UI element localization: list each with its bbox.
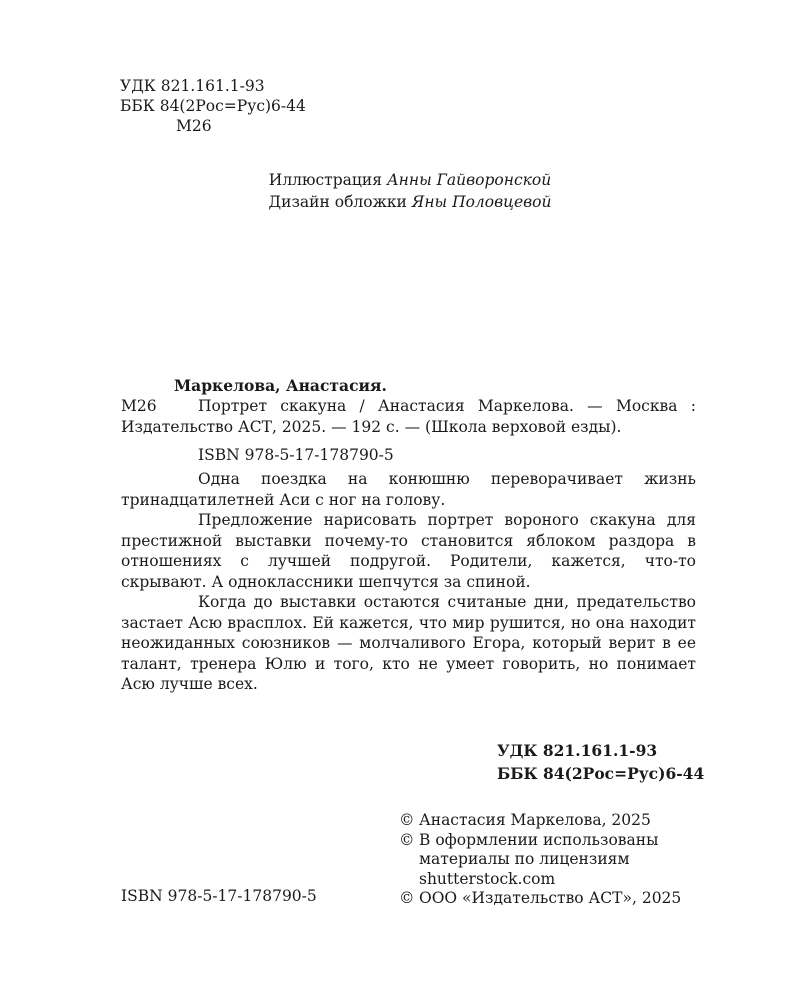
footer-classification-codes [497, 741, 704, 784]
bbk-code: ББК 84(2Рос=Рус)6-44 [120, 97, 306, 115]
designer-name: Яны Половцевой [411, 193, 552, 211]
entry-description: Портрет скакуна / Анастасия Маркелова. — Москва : Издательство АСТ, 2025. — 192 с. — (Школа верховой езды). [121, 397, 696, 436]
entry-isbn: ISBN 978-5-17-178790-5 [198, 446, 394, 464]
catalog-entry [121, 376, 696, 695]
illustration-prefix: Иллюстрация [268, 171, 382, 189]
entry-description-block [121, 396, 696, 437]
design-prefix: Дизайн обложки [268, 193, 407, 211]
annotation-paragraph: Одна поездка на конюшню переворачивает жизнь тринадцатилетней Аси с ног на голову. [121, 470, 696, 509]
illustrator-name: Анны Гайворонской [386, 171, 552, 189]
footer-udk-code: УДК 821.161.1-93 [497, 741, 658, 760]
cover-design-credit [160, 192, 660, 212]
classification-codes [120, 76, 306, 136]
copyright-author: © Анастасия Маркелова, 2025 [399, 811, 651, 829]
footer-bbk-code: ББК 84(2Рос=Рус)6-44 [497, 764, 705, 783]
author-heading: Маркелова, Анастасия. [174, 376, 387, 395]
copyright-symbol: © [399, 830, 415, 849]
bottom-isbn: ISBN 978-5-17-178790-5 [121, 887, 317, 905]
copyright-symbol: © [399, 889, 415, 907]
illustration-credit [160, 170, 660, 190]
annotation-paragraph: Когда до выставки остаются считаные дни, предательство застает Асю врасплох. Ей кажется, что мир рушится, но она находит неожиданных союзников — молчаливого Егора, который верит в ее талант, тренера Юлю и того, кто не умеет говорить, но понимает Асю лучше всех. [121, 593, 696, 693]
copyright-symbol: © [399, 811, 415, 829]
credits [160, 170, 660, 212]
entry-author-mark: М26 [121, 397, 157, 415]
annotation-paragraph: Предложение нарисовать портрет вороного скакуна для престижной выставки почему-то становится яблоком раздора в отношениях с лучшей подругой. Родители, кажется, что-то скрывают. А одноклассники шепчутся за спиной. [121, 511, 696, 591]
copyright-materials: © В оформлении использованы материалы по лицензиям shutterstock.com [399, 830, 659, 888]
author-mark: М26 [176, 117, 212, 135]
udk-code: УДК 821.161.1-93 [120, 77, 265, 95]
copyright-publisher: © ООО «Издательство АСТ», 2025 [399, 889, 682, 907]
annotation [121, 469, 696, 695]
copyright-block [399, 811, 729, 909]
